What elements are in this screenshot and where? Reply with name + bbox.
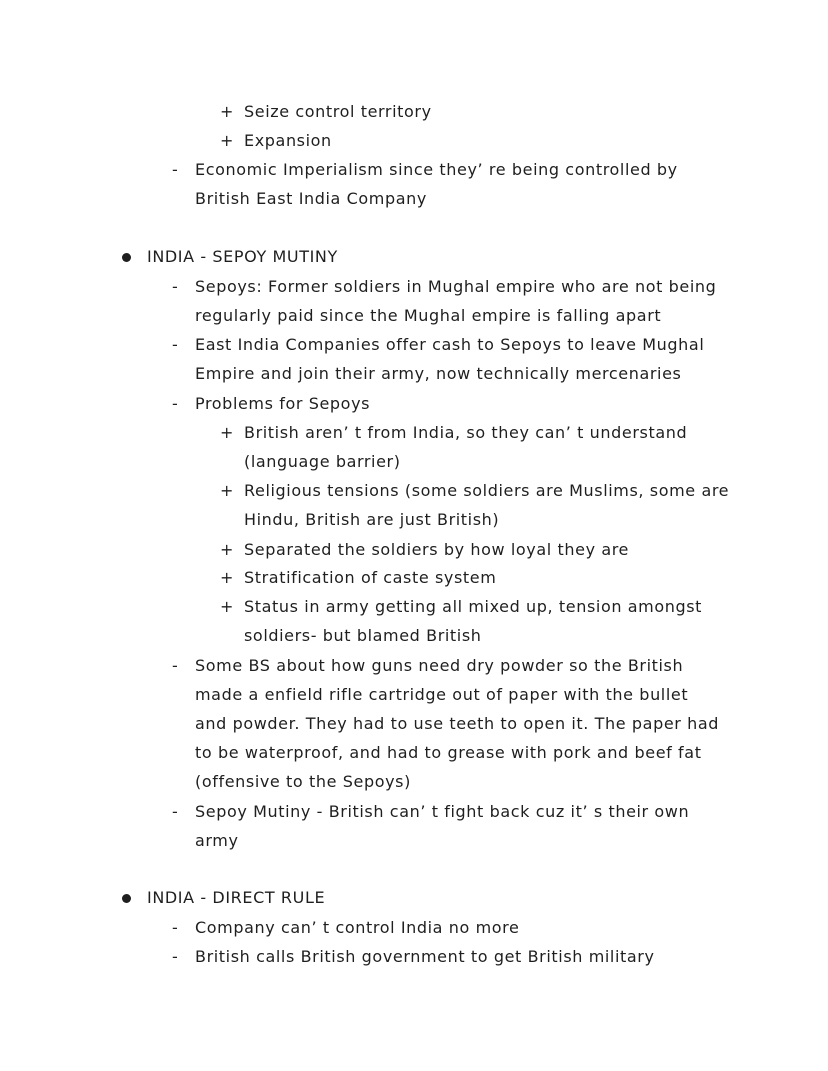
problem-language-line-2: (language barrier) [244, 452, 401, 471]
problem-status-line-1: Status in army getting all mixed up, tension amongst [244, 597, 703, 616]
item-enfield-line-5: (offensive to the Sepoys) [195, 772, 411, 791]
dash-marker: - [172, 802, 178, 821]
item-problems-for-sepoys: Problems for Sepoys [195, 394, 371, 413]
heading-sepoy-mutiny: INDIA - SEPOY MUTINY [147, 247, 338, 266]
heading-direct-rule: INDIA - DIRECT RULE [147, 888, 326, 907]
item-sepoy-mutiny-line-2: army [195, 831, 239, 850]
problem-caste: Stratification of caste system [244, 568, 497, 587]
problem-language-line-1: British aren’ t from India, so they can’ t understand [244, 423, 688, 442]
plus-marker: + [220, 597, 234, 616]
item-british-government: British calls British government to get British military [195, 947, 655, 966]
item-sepoys-definition-line-2: regularly paid since the Mughal empire is falling apart [195, 306, 662, 325]
dash-marker: - [172, 656, 178, 675]
dash-marker: - [172, 394, 178, 413]
problem-loyalty: Separated the soldiers by how loyal they are [244, 540, 630, 559]
dash-marker: - [172, 277, 178, 296]
item-sepoys-definition-line-1: Sepoys: Former soldiers in Mughal empire who are not being [195, 277, 717, 296]
plus-marker: + [220, 102, 234, 121]
item-enfield-line-4: to be waterproof, and had to grease with pork and beef fat [195, 743, 702, 762]
item-economic-imperialism-line-2: British East India Company [195, 189, 427, 208]
item-company-offer-line-2: Empire and join their army, now technically mercenaries [195, 364, 682, 383]
item-economic-imperialism-line-1: Economic Imperialism since they’ re being controlled by [195, 160, 678, 179]
dash-marker: - [172, 335, 178, 354]
plus-marker: + [220, 423, 234, 442]
item-enfield-line-2: made a enfield rifle cartridge out of paper with the bullet [195, 685, 689, 704]
dash-marker: - [172, 918, 178, 937]
item-sepoy-mutiny-line-1: Sepoy Mutiny - British can’ t fight back cuz it’ s their own [195, 802, 690, 821]
dash-marker: - [172, 160, 178, 179]
item-enfield-line-1: Some BS about how guns need dry powder so the British [195, 656, 684, 675]
problem-religion-line-2: Hindu, British are just British) [244, 510, 500, 529]
plus-marker: + [220, 568, 234, 587]
item-enfield-line-3: and powder. They had to use teeth to open it. The paper had [195, 714, 720, 733]
item-company-offer-line-1: East India Companies offer cash to Sepoys to leave Mughal [195, 335, 705, 354]
sub-item-seize-control: Seize control territory [244, 102, 432, 121]
item-company-cant-control: Company can’ t control India no more [195, 918, 520, 937]
sub-item-expansion: Expansion [244, 131, 332, 150]
problem-status-line-2: soldiers- but blamed British [244, 626, 482, 645]
plus-marker: + [220, 481, 234, 500]
plus-marker: + [220, 131, 234, 150]
bullet-dot-icon [122, 894, 131, 903]
problem-religion-line-1: Religious tensions (some soldiers are Muslims, some are [244, 481, 730, 500]
bullet-dot-icon [122, 253, 131, 262]
plus-marker: + [220, 540, 234, 559]
dash-marker: - [172, 947, 178, 966]
